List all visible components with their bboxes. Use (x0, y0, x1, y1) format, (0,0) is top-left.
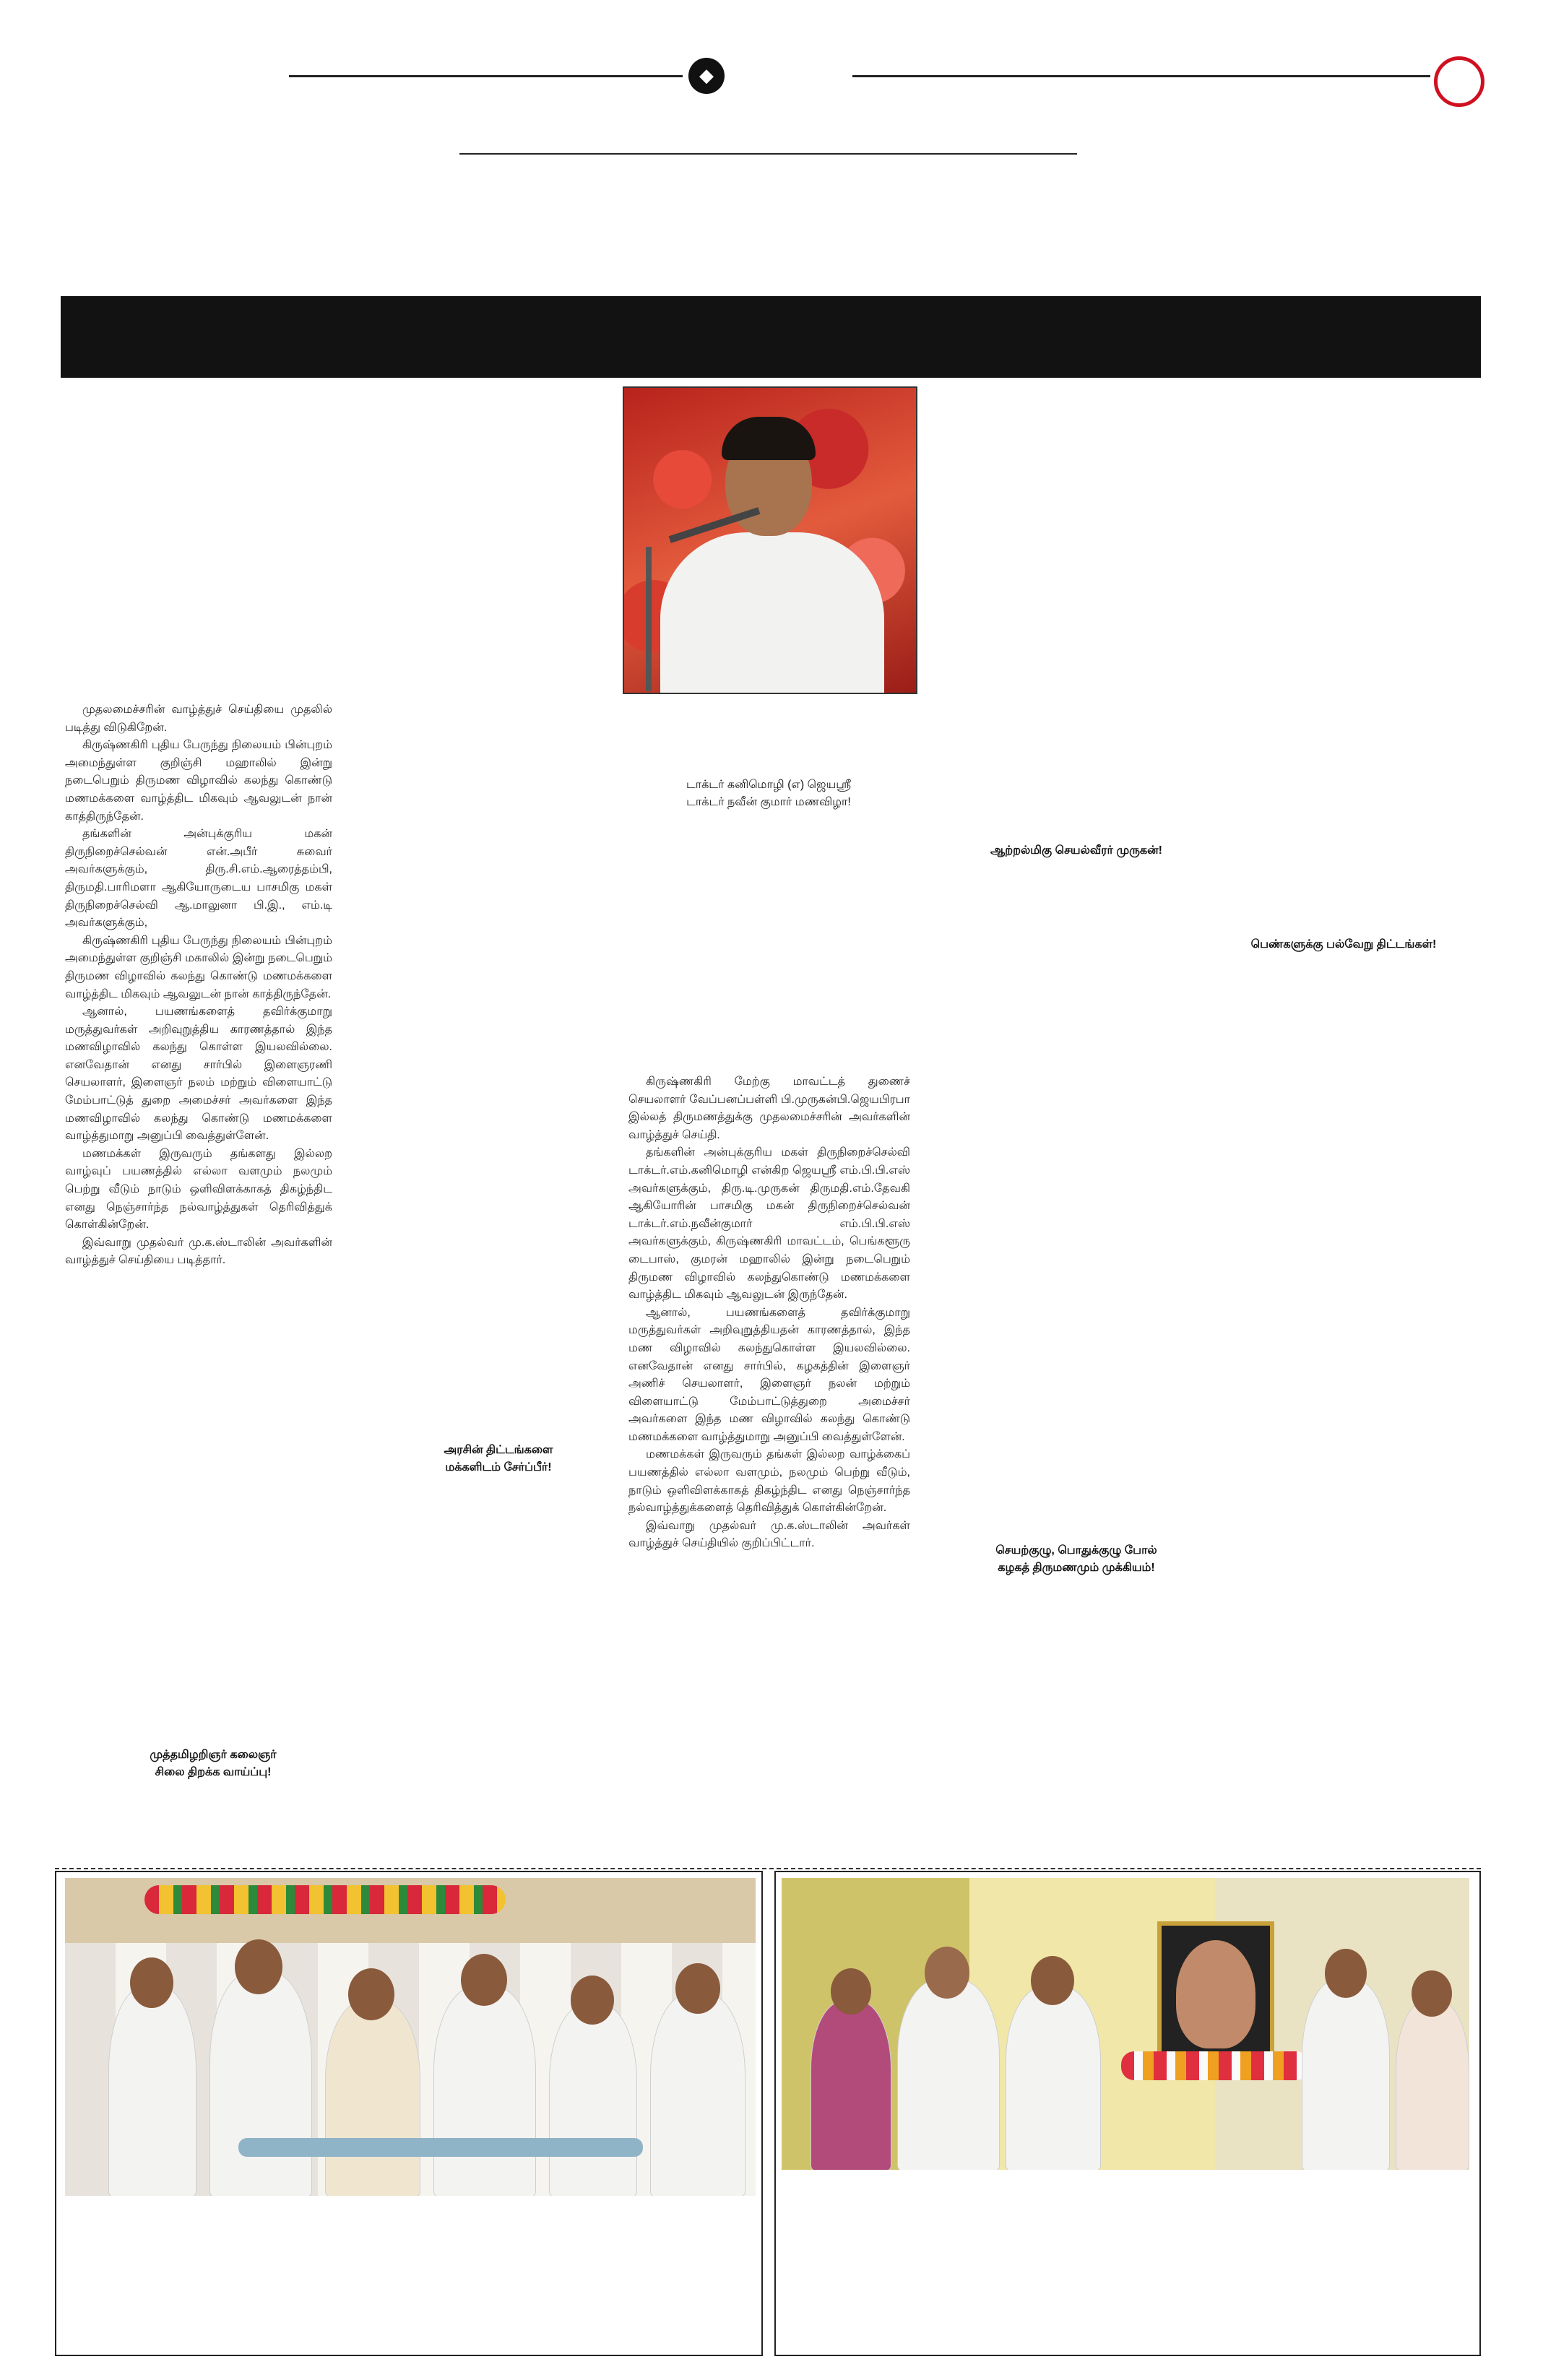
attendee (1006, 1986, 1101, 2170)
ribbon (238, 2138, 643, 2157)
article-left-paragraph: மணமக்கள் இருவரும் தங்களது இல்லற வாழ்வுப் பயணத்தில் எல்லா வளமும் நலமும் பெற்று வீடும் நாடும் ஒளிவிளக்காகத் திகழ்ந்திட எனது நெஞ்சார்ந்த நல்வாழ்த்துகள் தெரிவித்துக் கொள்கின்றேன். (65, 1147, 332, 1232)
subhead-3-line-1: அரசின் திட்டங்களை (444, 1444, 553, 1456)
speaker-photo (623, 386, 917, 694)
article-left-paragraph: முதலமைச்சரின் வாழ்த்துச் செய்தியை முதலில் படித்து விடுகிறேன். (65, 704, 332, 734)
article-left-column (65, 701, 332, 1270)
article-middle-paragraph: கிருஷ்ணகிரி மேற்கு மாவட்டத் துணைச் செயலாளர் வேப்பனப்பள்ளி பி.முருகன்பி.ஜெயபிரபா இல்லத் திருமணத்துக்கு முதலமைச்சரின் அவர்களின் வாழ்த்துச் செய்தி. (628, 1076, 910, 1141)
attendee (209, 1972, 312, 2196)
speaker-shirt (660, 532, 884, 694)
tribute-photo (782, 1878, 1469, 2170)
attendee-head (130, 1957, 173, 2008)
attendee (1302, 1979, 1390, 2170)
article-middle-paragraph: ஆனால், பயணங்களைத் தவிர்க்குமாறு மருத்துவர்கள் அறிவுறுத்தியதன் காரணத்தால், இந்த மண விழாவில் கலந்துகொள்ள இயலவில்லை. எனவேதான் எனது சார்பில், கழகத்தின் இளைஞர் அணிச் செயலாளர், இளைஞர் நலன் மற்றும் விளையாட்டு மேம்பாட்டுத்துறை அமைச்சர் அவர்களை இந்த மண விழாவில் கலந்து கொண்டு மணமக்களை வாழ்த்துமாறு அனுப்பி வைத்துள்ளேன். (628, 1306, 910, 1443)
article-middle-paragraph: இவ்வாறு முதல்வர் மு.க.ஸ்டாலின் அவர்கள் வாழ்த்துச் செய்தியில் குறிப்பிட்டார். (628, 1519, 910, 1550)
attendee-head (1412, 1970, 1452, 2017)
attendee (811, 2001, 891, 2170)
attendee (325, 2001, 420, 2196)
speaker-caption-line-1: டாக்டர் கனிமொழி (எ) ஜெயஸ்ரீ (686, 779, 852, 791)
attendee (897, 1979, 1000, 2170)
speaker-hair (722, 417, 816, 460)
attendee-head (235, 1939, 282, 1994)
article-left-paragraph: இவ்வாறு முதல்வர் மு.க.ஸ்டாலின் அவர்களின் வாழ்த்துச் செய்தியை படித்தார். (65, 1236, 332, 1267)
article-left-paragraph: தங்களின் அன்புக்குரிய மகன் திருநிறைச்செல்வன் என்.அபீர் சுவைர் அவர்களுக்கும், திரு.சி.எம்.ஆரைத்தம்பி, திருமதி.பாரிமளா ஆகியோருடைய பாசமிகு மகள் திருநிறைச்செல்வி ஆ.மாலுனா பி.இ., எம்.டி அவர்களுக்கும், (65, 828, 332, 930)
masthead-rule-left (289, 75, 683, 77)
article-left-paragraph: ஆனால், பயணங்களைத் தவிர்க்குமாறு மருத்துவர்கள் அறிவுறுத்திய காரணத்தால் இந்த மணவிழாவில் கலந்து கொள்ள இயலவில்லை. எனவேதான் எனது சார்பில் இளைஞரணி செயலாளர், இளைஞர் நலம் மற்றும் விளையாட்டு மேம்பாட்டுத் துறை அமைச்சர் அவர்களை இந்த மணவிழாவில் கலந்து கொண்டு மணமக்களை வாழ்த்துமாறு அனுப்பி வைத்துள்ளேன். (65, 1005, 332, 1143)
subhead-5-line-2: சிலை திறக்க வாய்ப்பு! (155, 1766, 272, 1778)
elephant-emblem-icon: ◆ (688, 58, 725, 94)
mic-stand (646, 547, 652, 691)
subhead-5-line-1: முத்தமிழறிஞர் கலைஞர் (150, 1749, 277, 1761)
subhead-4-line-2: கழகத் திருமணமும் முக்கியம்! (998, 1562, 1155, 1574)
subhead-1: ஆற்றல்மிகு செயல்வீரர் முருகன்! (990, 844, 1162, 857)
flower-garland (144, 1885, 506, 1914)
article-left-paragraph: கிருஷ்ணகிரி புதிய பேருந்து நிலையம் பின்புறம் அமைந்துள்ள குறிஞ்சி மஹாலில் இன்று நடைபெறும் திருமண விழாவில் கலந்து கொண்டு மணமக்களை வாழ்த்திட மிகவும் ஆவலுடன் நான் காத்திருந்தேன். (65, 739, 332, 823)
portrait-frame (1157, 1921, 1274, 2067)
attendee-head (571, 1976, 614, 2025)
attendee-head (461, 1954, 507, 2006)
subhead-5 (101, 1747, 325, 1781)
subhead-2: பெண்களுக்கு பல்வேறு திட்டங்கள்! (1250, 938, 1437, 951)
article-middle-paragraph: மணமக்கள் இருவரும் தங்கள் இல்லற வாழ்க்கைப் பயணத்தில் எல்லா வளமும், நலமும் பெற்று வீடும், நாடும் ஒளிவிளக்காகத் திகழ்ந்திட எனது நெஞ்சார்ந்த நல்வாழ்த்துக்களைத் தெரிவித்துக் கொள்கின்றேன். (628, 1448, 910, 1515)
masthead-rule-right (852, 75, 1430, 77)
speaker-caption (623, 776, 915, 811)
subhead-3-line-2: மக்களிடம் சேர்ப்பீர்! (445, 1461, 552, 1474)
masthead-underline (459, 153, 1077, 155)
attendee-head (1031, 1956, 1074, 2005)
attendee-head (675, 1963, 720, 2014)
attendee-head (1325, 1949, 1367, 1998)
attendee (549, 2004, 637, 2196)
subhead-4 (946, 1542, 1206, 1577)
speaker-caption-line-2: டாக்டர் நவீன் குமார் மணவிழா! (686, 796, 851, 808)
article-left-paragraph: கிருஷ்ணகிரி புதிய பேருந்து நிலையம் பின்புறம் அமைந்துள்ள குறிஞ்சி மகாலில் இன்று நடைபெறும் திருமண விழாவில் கலந்து கொண்டு மணமக்களை வாழ்த்திட மிகவும் ஆவலுடன் நான் காத்திருந்தேன். (65, 934, 332, 1000)
flower-tribute (1121, 2051, 1309, 2080)
attendee-head (925, 1947, 969, 1999)
bottom-divider (55, 1868, 1481, 1869)
attendee (433, 1986, 536, 2196)
article-middle-column (628, 1073, 910, 1553)
ribbon-cutting-photo (65, 1878, 756, 2196)
attendee (650, 1994, 745, 2196)
attendee-head (348, 1968, 394, 2020)
portrait (1176, 1940, 1255, 2048)
attendee (1396, 2001, 1469, 2170)
page-number-circle-icon (1434, 56, 1484, 107)
attendee (108, 1986, 196, 2196)
subhead-3 (390, 1442, 607, 1476)
article-middle-paragraph: தங்களின் அன்புக்குரிய மகள் திருநிறைச்செல்வி டாக்டர்.எம்.கனிமொழி என்கிற ஜெயஸ்ரீ எம்.பி.பி.எஸ் அவர்களுக்கும், திரு.டி.முருகன் திருமதி.எம்.தேவகி ஆகியோரின் பாசமிகு மகன் திருநிறைச்செல்வன் டாக்டர்.எம்.நவீன்குமார் எம்.பி.பி.எஸ் அவர்களுக்கும், கிருஷ்ணகிரி மாவட்டம், பெங்களூரு டைபாஸ், குமரன் மஹாலில் இன்று நடைபெறும் திருமண விழாவில் கலந்துகொண்டு மணமக்களை வாழ்த்திட மிகவும் ஆவலுடன் இருந்தேன். (628, 1146, 910, 1302)
headline-banner (61, 296, 1481, 378)
subhead-4-line-1: செயற்குழு, பொதுக்குழு போல் (995, 1544, 1157, 1557)
attendee-head (831, 1968, 871, 2015)
